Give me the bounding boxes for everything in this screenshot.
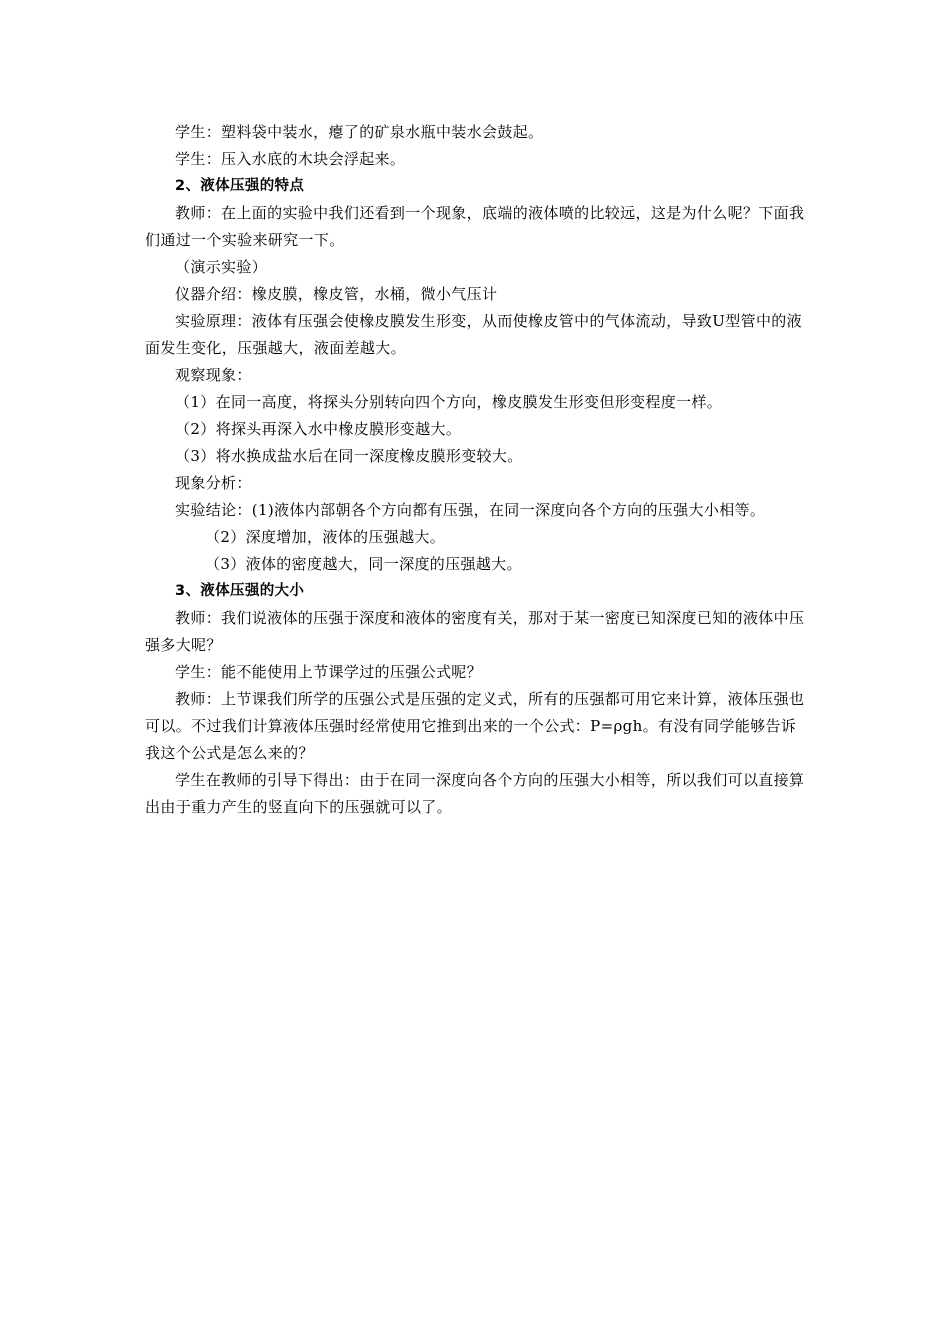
- conclusion-item: 实验结论：(1)液体内部朝各个方向都有压强，在同一深度向各个方向的压强大小相等。: [175, 501, 766, 519]
- section-heading: 2、液体压强的特点: [175, 178, 305, 194]
- paragraph: 教师：上节课我们所学的压强公式是压强的定义式，所有的压强都可用它来计算，液体压强也可以。不过我们计算液体压强时经常使用它推到出来的一个公式：P=ρgh。有没有同学能够告诉我这个公式是怎么来的？: [145, 690, 805, 762]
- paragraph: 实验原理：液体有压强会使橡皮膜发生形变，从而使橡皮管中的气体流动，导致U型管中的液面发生变化，压强越大，液面差越大。: [145, 312, 802, 357]
- paragraph: 学生在教师的引导下得出：由于在同一深度向各个方向的压强大小相等，所以我们可以直接算出由于重力产生的竖直向下的压强就可以了。: [145, 771, 805, 816]
- section-heading: 3、液体压强的大小: [175, 583, 305, 599]
- document-body: [145, 119, 810, 821]
- paragraph: 教师：我们说液体的压强于深度和液体的密度有关，那对于某一密度已知深度已知的液体中压强多大呢？: [145, 609, 805, 654]
- conclusion-item: （2）深度增加，液体的压强越大。: [205, 528, 446, 546]
- paragraph: 观察现象：: [175, 366, 252, 384]
- paragraph: 学生：压入水底的木块会浮起来。: [175, 150, 406, 168]
- observation-item: （1）在同一高度，将探头分别转向四个方向，橡皮膜发生形变但形变程度一样。: [175, 393, 723, 411]
- paragraph: 现象分析：: [175, 474, 252, 492]
- paragraph: （演示实验）: [175, 258, 268, 276]
- paragraph: 学生：塑料袋中装水，瘪了的矿泉水瓶中装水会鼓起。: [175, 123, 544, 141]
- observation-item: （3）将水换成盐水后在同一深度橡皮膜形变较大。: [175, 447, 523, 465]
- conclusion-item: （3）液体的密度越大，同一深度的压强越大。: [205, 555, 522, 573]
- paragraph: 仪器介绍：橡皮膜，橡皮管，水桶，微小气压计: [175, 285, 498, 303]
- observation-item: （2）将探头再深入水中橡皮膜形变越大。: [175, 420, 462, 438]
- paragraph: 教师：在上面的实验中我们还看到一个现象，底端的液体喷的比较远，这是为什么呢？下面我们通过一个实验来研究一下。: [145, 204, 805, 249]
- paragraph: 学生：能不能使用上节课学过的压强公式呢？: [175, 663, 483, 681]
